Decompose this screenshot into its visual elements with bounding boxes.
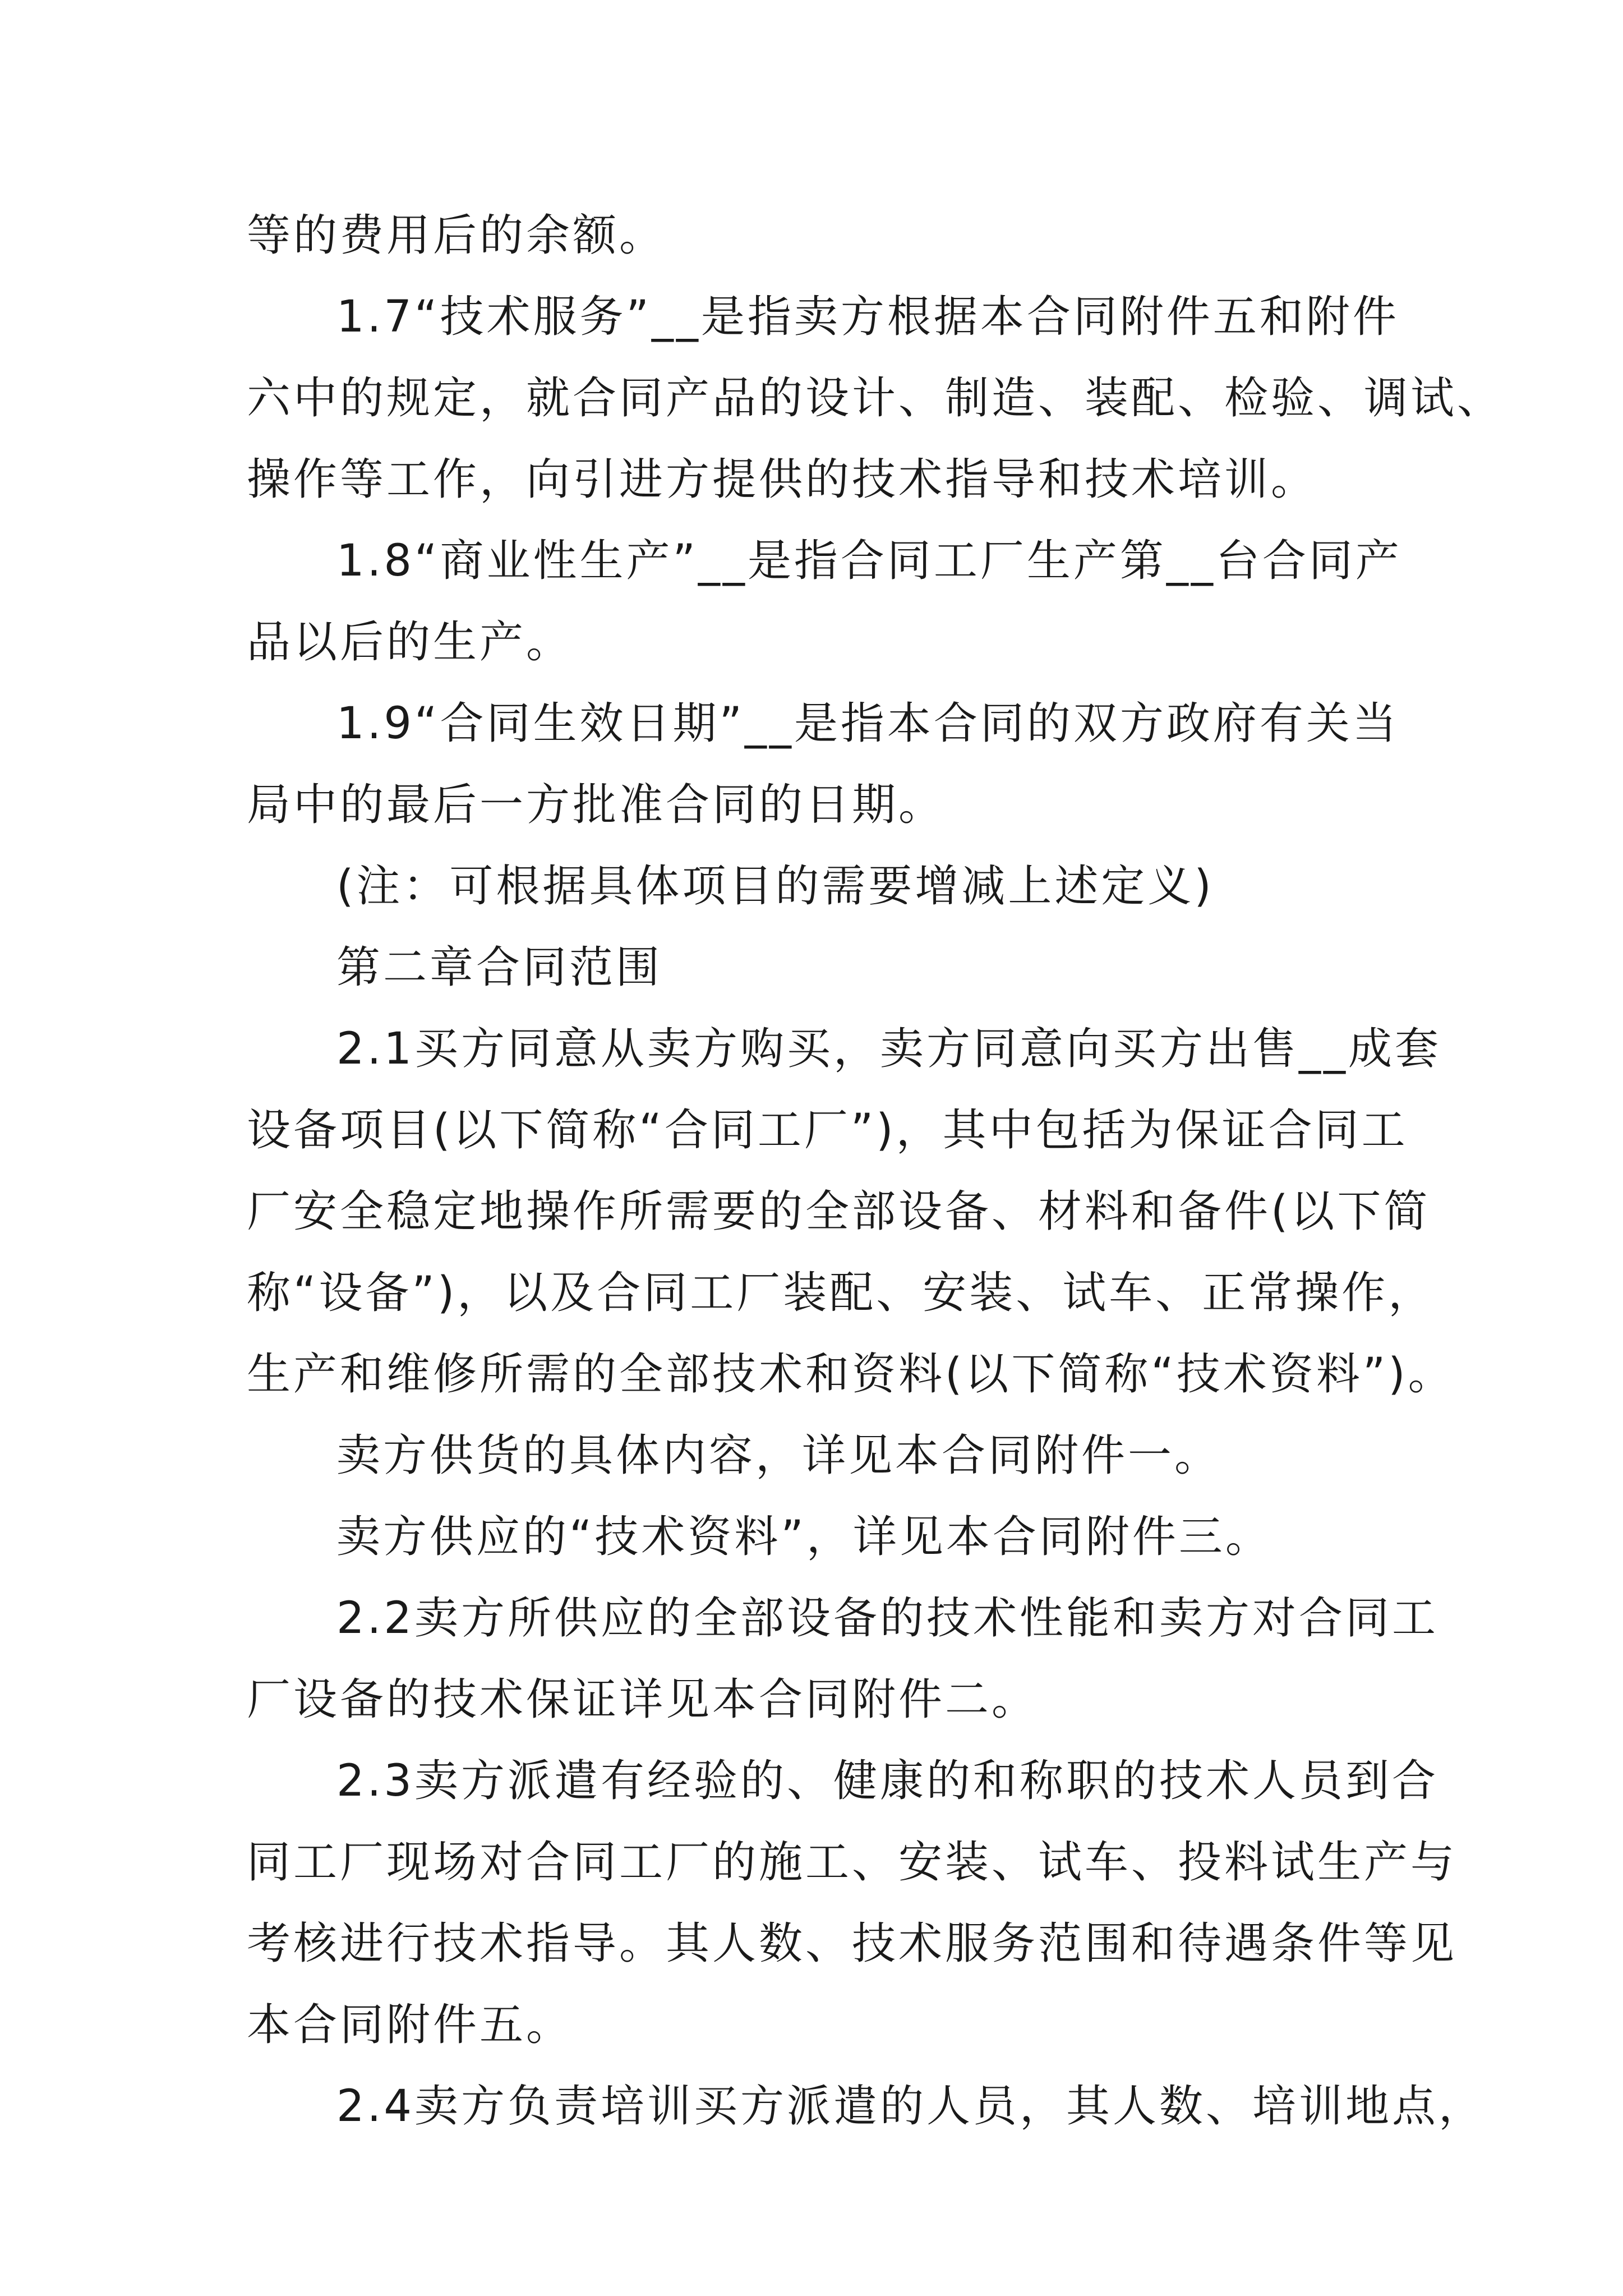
text-line: 操作等工作，向引进方提供的技术指导和技术培训。 — [247, 454, 1318, 505]
text-line: 生产和维修所需的全部技术和资料(以下简称“技术资料”)。 — [247, 1349, 1455, 1400]
chapter-heading: 第二章合同范围 — [336, 942, 663, 993]
text-line: 六中的规定，就合同产品的设计、制造、装配、检验、调试、 — [247, 373, 1504, 424]
clause-1-7-heading: 1.7“技术服务”__是指卖方根据本合同附件五和附件 — [336, 292, 1399, 342]
text-line: 等的费用后的余额。 — [247, 210, 666, 261]
text-line: 本合同附件五。 — [247, 2000, 573, 2050]
clause-2-2-heading: 2.2卖方所供应的全部设备的技术性能和卖方对合同工 — [336, 1593, 1439, 1644]
text-line: 局中的最后一方批准合同的日期。 — [247, 780, 946, 830]
text-line: 卖方供货的具体内容，详见本合同附件一。 — [336, 1430, 1221, 1481]
text-line: 设备项目(以下简称“合同工厂”)，其中包括为保证合同工 — [247, 1105, 1408, 1156]
clause-2-3-heading: 2.3卖方派遣有经验的、健康的和称职的技术人员到合 — [336, 1756, 1439, 1806]
text-line: 考核进行技术指导。其人数、技术服务范围和待遇条件等见 — [247, 1918, 1458, 1969]
text-line: 厂安全稳定地操作所需要的全部设备、材料和备件(以下简 — [247, 1186, 1431, 1237]
clause-1-8-heading: 1.8“商业性生产”__是指合同工厂生产第__台合同产 — [336, 536, 1402, 586]
clause-1-9-heading: 1.9“合同生效日期”__是指本合同的双方政府有关当 — [336, 698, 1399, 749]
clause-2-4-heading: 2.4卖方负责培训买方派遣的人员，其人数、培训地点， — [336, 2081, 1486, 2132]
text-line: 同工厂现场对合同工厂的施工、安装、试车、投料试生产与 — [247, 1837, 1458, 1888]
text-line: 卖方供应的“技术资料”，详见本合同附件三。 — [336, 1512, 1272, 1562]
text-line: 品以后的生产。 — [247, 617, 573, 668]
text-line: 称“设备”)，以及合同工厂装配、安装、试车、正常操作， — [247, 1268, 1435, 1318]
note-line: (注：可根据具体项目的需要增减上述定义) — [336, 861, 1214, 912]
clause-2-1-heading: 2.1买方同意从卖方购买，卖方同意向买方出售__成套 — [336, 1024, 1442, 1074]
text-line: 厂设备的技术保证详见本合同附件二。 — [247, 1674, 1039, 1725]
